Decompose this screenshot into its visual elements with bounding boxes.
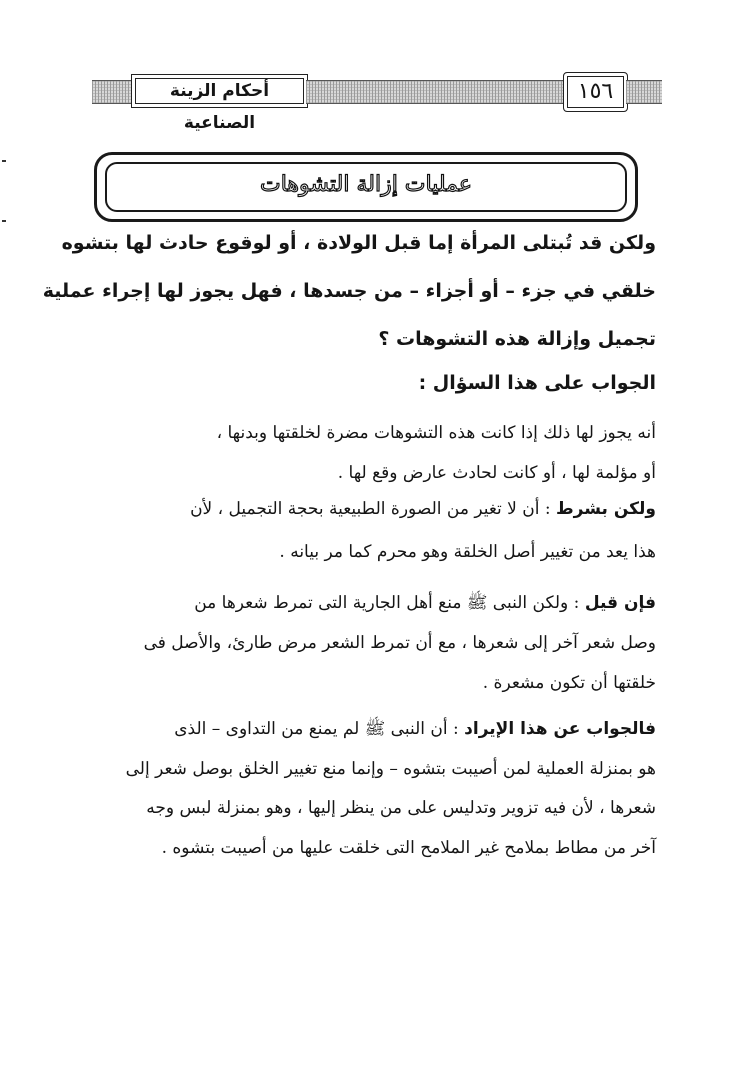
paragraph-lead: فإن قيل [584,593,656,613]
paragraph-line: هذا يعد من تغيير أصل الخلقة وهو محرم كما مر بيانه . [279,542,656,562]
header-decoration-middle [306,80,564,104]
paragraph-text: : ولكن النبى ﷺ منع أهل الجارية التى تمرط شعرها من [194,593,580,613]
running-title: أحكام الزينة الصناعية [131,74,308,108]
paragraph-line: شعرها ، لأن فيه تزوير وتدليس على من ينظر إليها ، وهو بمنزلة لبس وجه [146,798,656,818]
question-line: خلقي في جزء – أو أجزاء – من جسدها ، فهل يجوز لها إجراء عملية [42,280,656,302]
paragraph-line: خلقتها أن تكون مشعرة . [482,673,656,693]
paragraph-lead: فالجواب عن هذا الإيراد [464,719,656,739]
header-decoration-left [92,80,132,104]
paragraph-lead: ولكن بشرط [556,499,656,519]
question-line: تجميل وإزالة هذه التشوهات ؟ [378,328,656,350]
paragraph-line: آخر من مطاط بملامح غير الملامح التى خلقت عليها من أصيبت بتشوه . [161,838,656,858]
header-decoration-right [626,80,662,104]
page-number: ١٥٦ [563,72,628,112]
paragraph-line: أنه يجوز لها ذلك إذا كانت هذه التشوهات مضرة لخلقتها وبدنها ، [216,423,656,443]
answer-heading: الجواب على هذا السؤال : [418,372,656,394]
section-title-frame [94,152,638,222]
paragraph-line: أو مؤلمة لها ، أو كانت لحادث عارض وقع لها . [337,463,656,483]
paragraph-line [96,494,656,524]
paragraph-text: : أن لا تغير من الصورة الطبيعية بحجة التجميل ، لأن [190,499,551,519]
scan-edge-mark [2,220,6,222]
paragraph-line: هو بمنزلة العملية لمن أصيبت بتشوه – وإنما منع تغيير الخلق بوصل شعر إلى [125,759,656,779]
paragraph-line [96,714,656,744]
paragraph-text: : أن النبى ﷺ لم يمنع من التداوى – الذى [174,719,459,739]
section-title: عمليات إزالة التشوهات [260,172,472,197]
paragraph-line [96,588,656,618]
section-title-inner-frame [105,162,627,212]
scan-edge-mark [2,160,6,162]
paragraph-line: وصل شعر آخر إلى شعرها ، مع أن تمرط الشعر مرض طارئ، والأصل فى [143,633,656,653]
question-line: ولكن قد تُبتلى المرأة إما قبل الولادة ، أو لوقوع حادث لها بتشوه [61,232,656,254]
